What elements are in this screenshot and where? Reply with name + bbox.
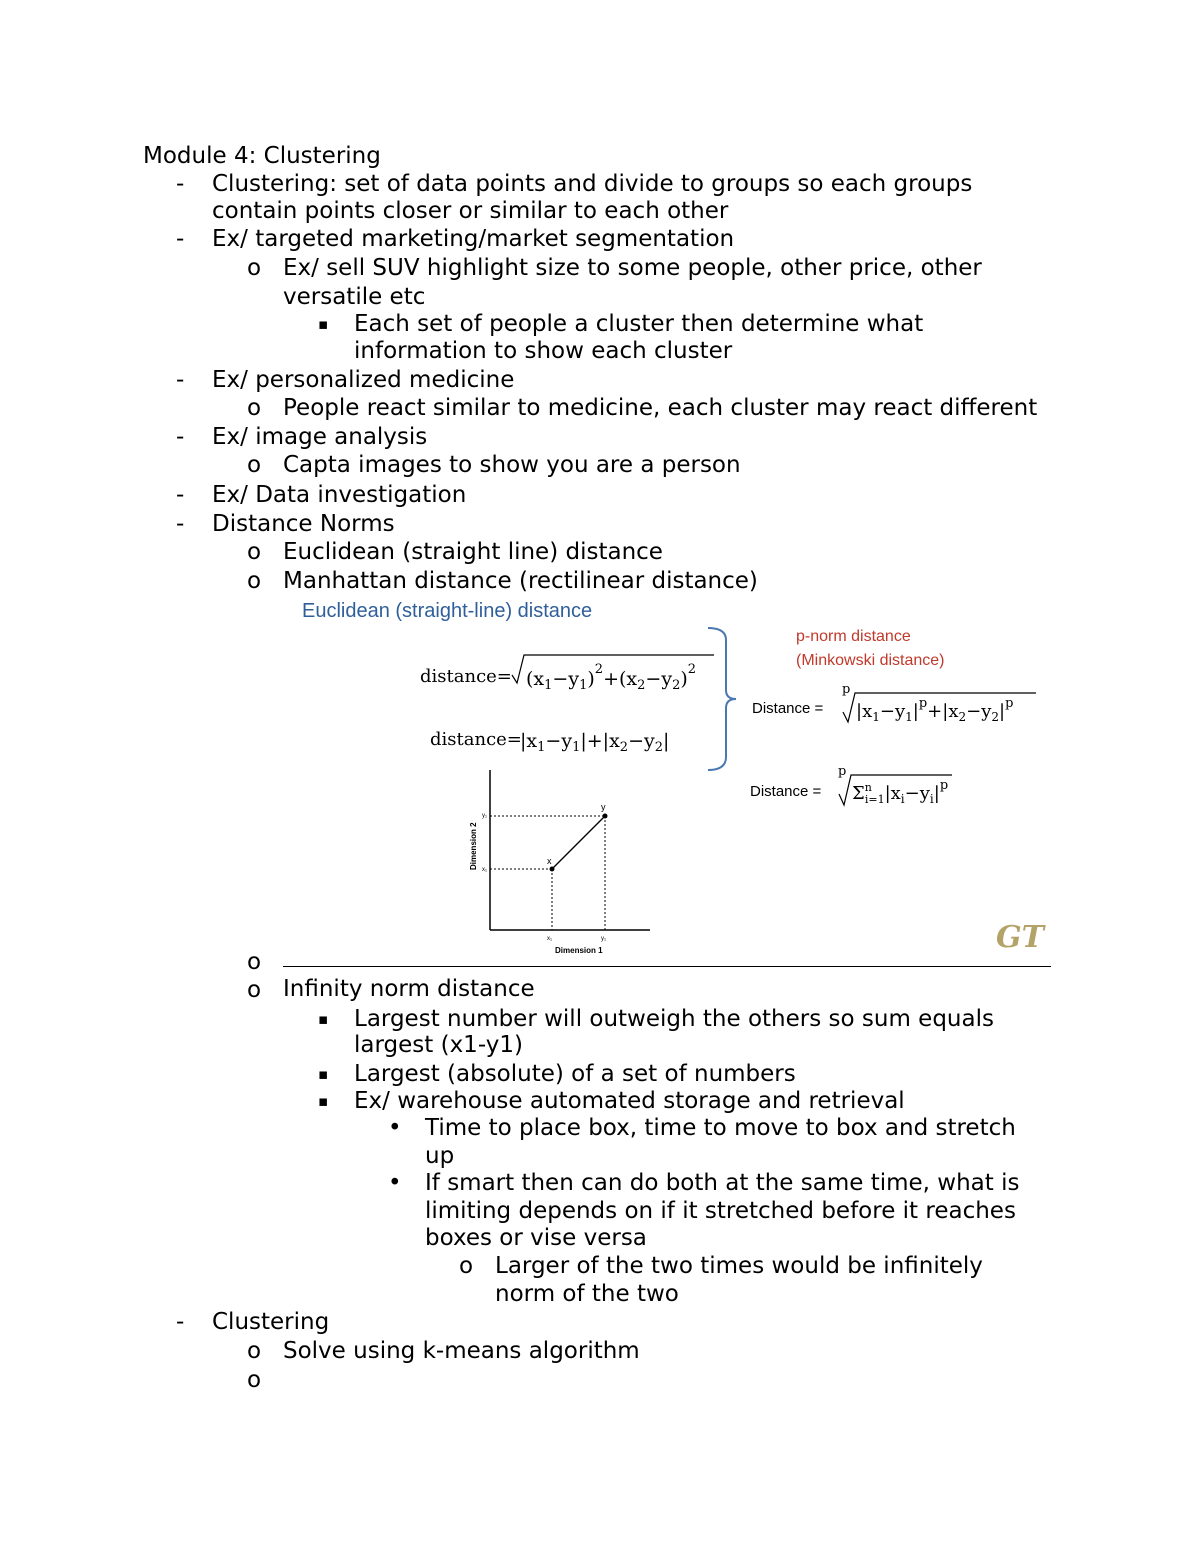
list-item: Manhattan distance (rectilinear distance)	[283, 568, 758, 594]
pnorm1-label: Distance =	[752, 700, 824, 717]
dash-marker: -	[176, 171, 185, 197]
list-item: Larger of the two times would be infinitely	[495, 1253, 983, 1279]
dimension-plot	[469, 770, 650, 955]
dash-marker: -	[176, 482, 185, 508]
pnorm-subtitle: (Minkowski distance)	[796, 652, 945, 669]
gt-logo: GT	[996, 920, 1044, 955]
y-axis-label: Dimension 2	[469, 822, 478, 870]
point-x	[550, 867, 555, 872]
square-marker: ▪	[318, 1010, 329, 1028]
dash-marker: -	[176, 226, 185, 252]
circle-marker: o	[247, 255, 262, 281]
pnorm-title: p-norm distance	[796, 628, 911, 645]
list-item: Infinity norm distance	[283, 976, 535, 1002]
svg-text:x₁: x₁	[547, 936, 553, 942]
list-item-continued: contain points closer or similar to each other	[212, 198, 729, 224]
bullet-marker: •	[388, 1115, 402, 1141]
list-item: Distance Norms	[212, 511, 395, 537]
list-item: Capta images to show you are a person	[283, 452, 741, 478]
list-item-continued: information to show each cluster	[354, 338, 733, 364]
list-item: Time to place box, time to move to box and stretch	[425, 1115, 1016, 1141]
list-item: People react similar to medicine, each cluster may react different	[283, 395, 1038, 421]
circle-marker: o	[247, 977, 262, 1003]
list-item: Ex/ sell SUV highlight size to some people, other price, other	[283, 255, 982, 281]
list-item: Each set of people a cluster then determine what	[354, 311, 924, 337]
svg-text:x₁: x₁	[482, 867, 488, 873]
list-item-continued: up	[425, 1143, 455, 1169]
page-title: Module 4: Clustering	[143, 143, 381, 169]
formula1-label: distance=	[420, 666, 512, 687]
pnorm2-body: $\Sigma^n$ $i=1|x_i-y_i|^p$	[852, 778, 949, 806]
dash-marker: -	[176, 511, 185, 537]
list-item: Clustering	[212, 1309, 330, 1335]
list-item: Ex/ personalized medicine	[212, 367, 515, 393]
list-item-continued: norm of the two	[495, 1281, 679, 1307]
list-item: Largest number will outweigh the others so sum equals	[354, 1006, 994, 1032]
bullet-marker: •	[388, 1170, 402, 1196]
list-item: Ex/ Data investigation	[212, 482, 467, 508]
x-axis-label: Dimension 1	[555, 946, 603, 955]
root-index: p	[838, 764, 847, 779]
circle-marker: o	[247, 1338, 262, 1364]
list-item-continued: largest (x1-y1)	[354, 1032, 523, 1058]
svg-text:y₁: y₁	[601, 936, 607, 942]
point-y	[603, 814, 608, 819]
list-item: Euclidean (straight line) distance	[283, 539, 663, 565]
square-marker: ▪	[318, 1065, 329, 1083]
brace-icon	[708, 628, 736, 770]
svg-text:y₁: y₁	[482, 813, 488, 819]
connecting-line	[552, 816, 605, 869]
point-y-label: y	[601, 802, 606, 812]
circle-marker: o	[247, 949, 262, 975]
list-item: If smart then can do both at the same time, what is	[425, 1170, 1020, 1196]
figure-baseline-divider	[283, 966, 1051, 967]
circle-marker: o	[247, 1367, 262, 1393]
distance-figure	[290, 595, 1060, 965]
circle-marker: o	[247, 395, 262, 421]
circle-marker: o	[459, 1253, 474, 1279]
list-item: Ex/ image analysis	[212, 424, 428, 450]
list-item: Ex/ targeted marketing/market segmentation	[212, 226, 735, 252]
list-item: Clustering: set of data points and divide to groups so each groups	[212, 171, 973, 197]
square-marker: ▪	[318, 1092, 329, 1110]
circle-marker: o	[247, 568, 262, 594]
root-index: p	[842, 682, 851, 697]
circle-marker: o	[247, 452, 262, 478]
square-marker: ▪	[318, 315, 329, 333]
circle-marker: o	[247, 539, 262, 565]
dash-marker: -	[176, 367, 185, 393]
figure-heading: Euclidean (straight-line) distance	[302, 600, 593, 622]
dash-marker: -	[176, 1309, 185, 1335]
point-x-label: x	[547, 856, 552, 866]
formula2-label: distance=	[430, 729, 522, 750]
list-item: Largest (absolute) of a set of numbers	[354, 1061, 796, 1087]
list-item-continued: boxes or vise versa	[425, 1225, 647, 1251]
formula1-body: $(x_1-y_1)^2+(x_2-y_2)^2$	[526, 662, 697, 693]
formula2-body: $|x_1-y_1|+|x_2-y_2|$	[520, 730, 670, 755]
list-item: Ex/ warehouse automated storage and retrieval	[354, 1088, 905, 1114]
pnorm1-body: $|x_1-y_1|^p+|x_2-y_2|^p$	[856, 696, 1014, 724]
dash-marker: -	[176, 424, 185, 450]
list-item: Solve using k-means algorithm	[283, 1338, 640, 1364]
list-item-continued: versatile etc	[283, 284, 426, 310]
list-item-continued: limiting depends on if it stretched before it reaches	[425, 1198, 1016, 1224]
pnorm2-label: Distance =	[750, 783, 822, 800]
